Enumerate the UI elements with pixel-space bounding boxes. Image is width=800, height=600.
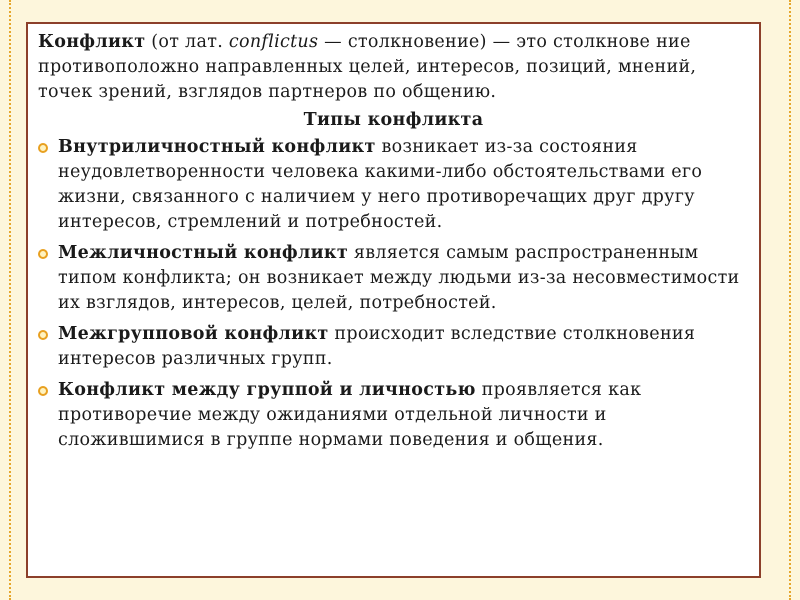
type-item-interpersonal (36, 241, 751, 316)
type-item-group-individual (36, 378, 751, 453)
definition-paragraph (36, 30, 751, 105)
bullet-icon (38, 143, 48, 153)
definition-latin-word: conflictus (228, 32, 319, 52)
right-dotted-rule (789, 0, 791, 600)
type-term: Внутриличностный конфликт (58, 137, 376, 157)
type-term: Межличностный конфликт (58, 243, 349, 263)
type-description: происходит вследствие столкновения интересов различных групп. (58, 324, 696, 369)
definition-term: Конфликт (38, 32, 146, 52)
types-heading: Типы конфликта (303, 110, 484, 130)
types-list (36, 135, 751, 453)
type-description: возникает из-за состояния неудовлетворенности человека какими-либо обстоятельствами его жизни, связанного с наличием у него противоречащих друг другу интересов, стремлений и потребностей. (58, 137, 703, 232)
slide-content-frame (26, 22, 761, 578)
bullet-icon (38, 386, 48, 396)
type-description: является самым распространенным типом конфликта; он возникает между людьми из-за несовместимости их взглядов, интересов, целей, потребностей. (58, 243, 740, 313)
definition-text: — столкновение) — это столкнове ние противоположно направленных целей, интересов, позиций, мнений, точек зрений, взглядов партнеров по общению. (38, 32, 697, 102)
definition-prefix: (от лат. (145, 32, 229, 52)
bullet-icon (38, 330, 48, 340)
type-term: Межгрупповой конфликт (58, 324, 329, 344)
type-description: проявляется как противоречие между ожиданиями отдельной личности и сложившимися в группе нормами поведения и общения. (58, 380, 642, 450)
left-dotted-rule (9, 0, 11, 600)
type-term: Конфликт между группой и личностью (58, 380, 476, 400)
type-item-intrapersonal (36, 135, 751, 235)
bullet-icon (38, 249, 48, 259)
type-item-intergroup (36, 322, 751, 372)
